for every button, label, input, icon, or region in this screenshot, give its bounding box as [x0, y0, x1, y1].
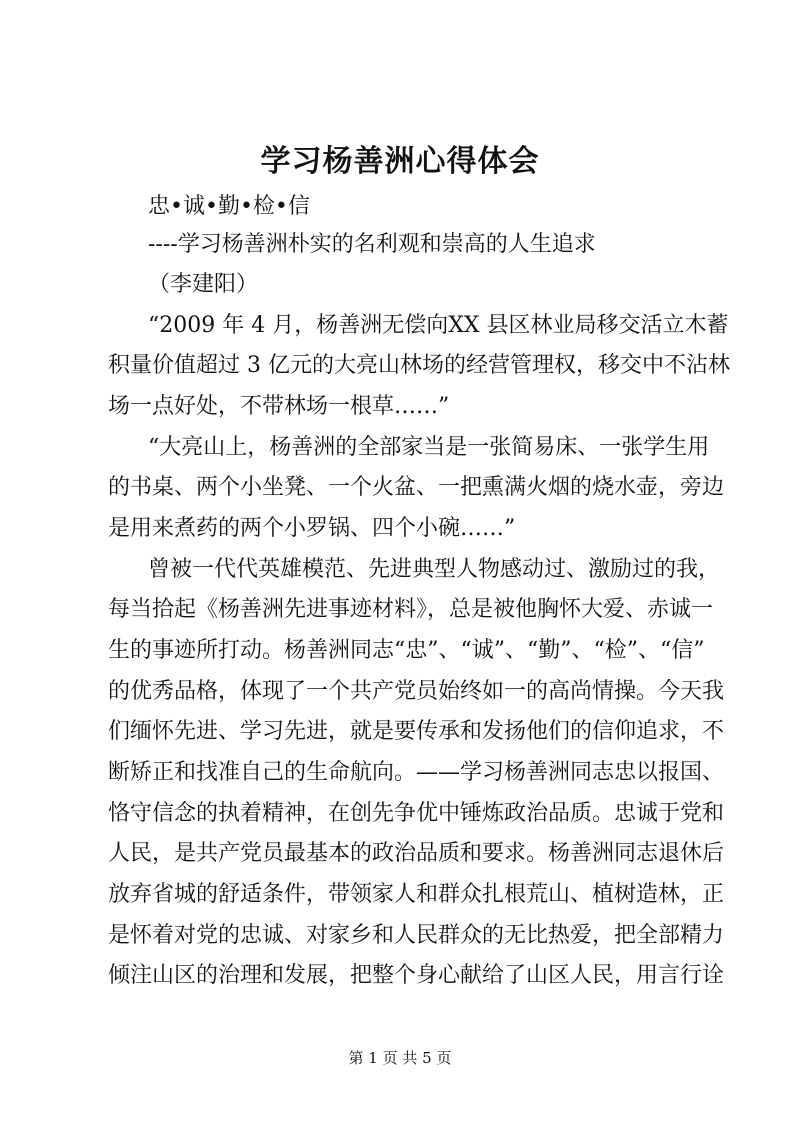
paragraph-line: “2009 年 4 月，杨善洲无偿向XX 县区林业局移交活立木蓄	[148, 313, 729, 338]
paragraph-line: 断矫正和找准自己的生命航向。——学习杨善洲同志忠以报国、	[108, 760, 725, 785]
paragraph-line: 放弃省城的舒适条件，带领家人和群众扎根荒山、植树造林，正	[108, 882, 725, 907]
paragraph-line: 的优秀品格，体现了一个共产党员始终如一的高尚情操。今天我	[108, 679, 725, 704]
paragraph-line: 场一点好处，不带林场一根草……”	[108, 394, 450, 419]
paragraph-line: 恪守信念的执着精神，在创先争优中锤炼政治品质。忠诚于党和	[108, 801, 725, 826]
paragraph-line: 生的事迹所打动。杨善洲同志“忠”、“诚”、“勤”、“检”、“信”	[108, 638, 705, 663]
paragraph-line: 积量价值超过 3 亿元的大亮山林场的经营管理权，移交中不沾林	[108, 353, 730, 378]
paragraph-line: 人民，是共产党员最基本的政治品质和要求。杨善洲同志退休后	[108, 841, 725, 866]
document-subtitle: 忠•诚•勤•检•信	[148, 194, 310, 219]
page-footer: 第 1 页 共 5 页	[348, 1049, 452, 1067]
paragraph-line: “大亮山上，杨善洲的全部家当是一张简易床、一张学生用	[148, 435, 710, 460]
paragraph-line: 们缅怀先进、学习先进，就是要传承和发扬他们的信仰追求，不	[108, 719, 725, 744]
paragraph-line: 每当拾起《杨善洲先进事迹材料》，总是被他胸怀大爱、赤诚一	[108, 597, 714, 622]
document-subheading: ----学习杨善洲朴实的名利观和崇高的人生追求	[148, 232, 596, 257]
paragraph-line: 曾被一代代英雄模范、先进典型人物感动过、激励过的我，	[148, 557, 721, 582]
paragraph-line: 是用来煮药的两个小罗锅、四个小碗……”	[108, 516, 516, 541]
document-title: 学习杨善洲心得体会	[260, 144, 540, 179]
paragraph-line: 是怀着对党的忠诚、对家乡和人民群众的无比热爱，把全部精力	[108, 923, 725, 948]
document-author: （李建阳）	[148, 272, 259, 297]
paragraph-line: 的书桌、两个小坐凳、一个火盆、一把熏满火烟的烧水壶，旁边	[108, 475, 725, 500]
paragraph-line: 倾注山区的治理和发展，把整个身心献给了山区人民，用言行诠	[108, 963, 725, 988]
